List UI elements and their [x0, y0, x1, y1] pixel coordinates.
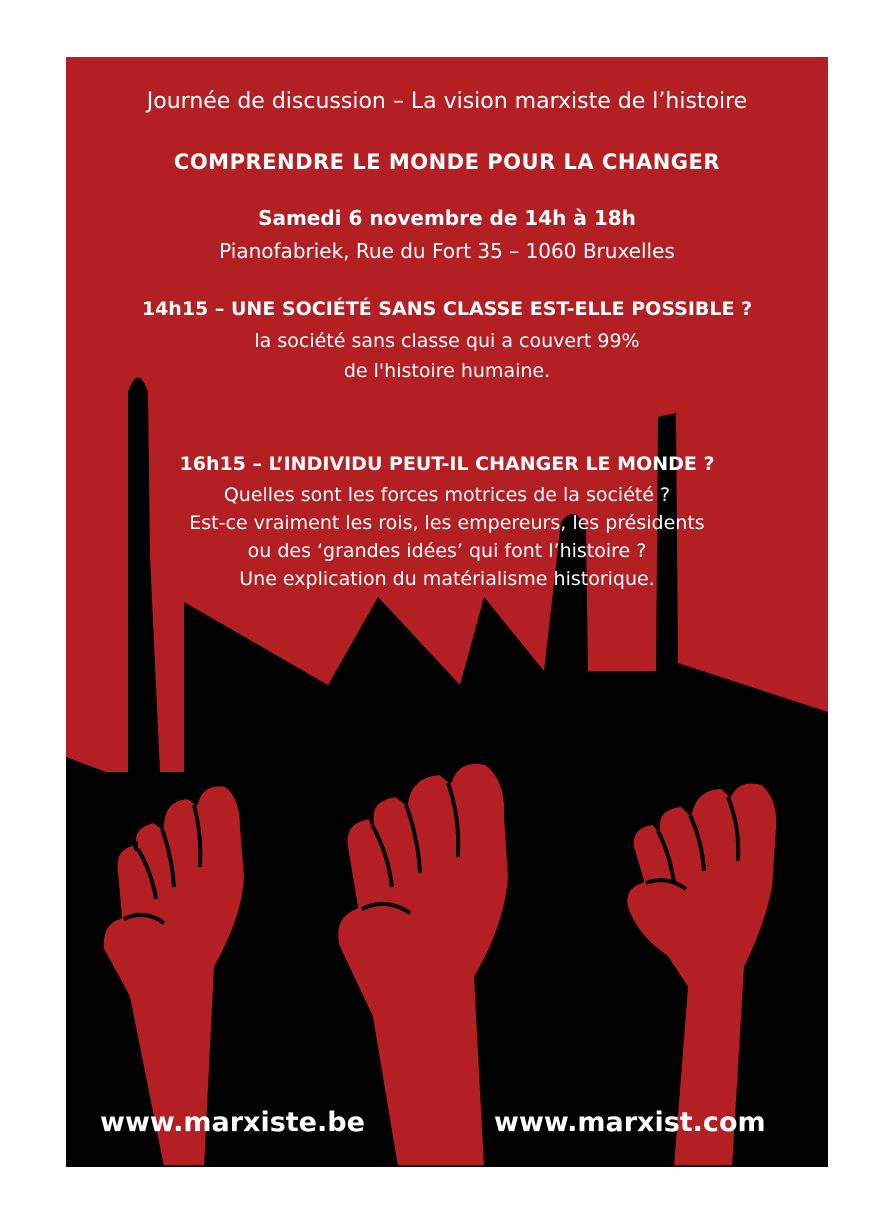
- session-2-title: 16h15 – L’INDIVIDU PEUT-IL CHANGER LE MONDE ?: [179, 453, 715, 475]
- session-2-description-line: Une explication du matérialisme historique.: [239, 568, 655, 590]
- event-venue: Pianofabriek, Rue du Fort 35 – 1060 Bruxelles: [219, 239, 675, 263]
- session-1-description-line: la société sans classe qui a couvert 99%: [254, 330, 640, 352]
- session-2-description-line: Quelles sont les forces motrices de la société ?: [223, 484, 671, 506]
- event-date: Samedi 6 novembre de 14h à 18h: [258, 206, 636, 230]
- session-1-description-line: de l'histoire humaine.: [343, 360, 551, 382]
- session-2-description-line: ou des ‘grandes idées’ qui font l’histoire ?: [247, 540, 647, 562]
- poster-headline: COMPRENDRE LE MONDE POUR LA CHANGER: [173, 150, 721, 174]
- website-link-marxiste[interactable]: www.marxiste.be: [100, 1107, 365, 1138]
- event-poster: [66, 57, 828, 1167]
- session-2-description-line: Est-ce vraiment les rois, les empereurs, les présidents: [189, 512, 705, 534]
- website-link-marxist[interactable]: www.marxist.com: [494, 1107, 766, 1138]
- session-1-title: 14h15 – UNE SOCIÉTÉ SANS CLASSE EST-ELLE POSSIBLE ?: [141, 298, 753, 320]
- poster-subtitle: Journée de discussion – La vision marxiste de l’histoire: [146, 89, 748, 114]
